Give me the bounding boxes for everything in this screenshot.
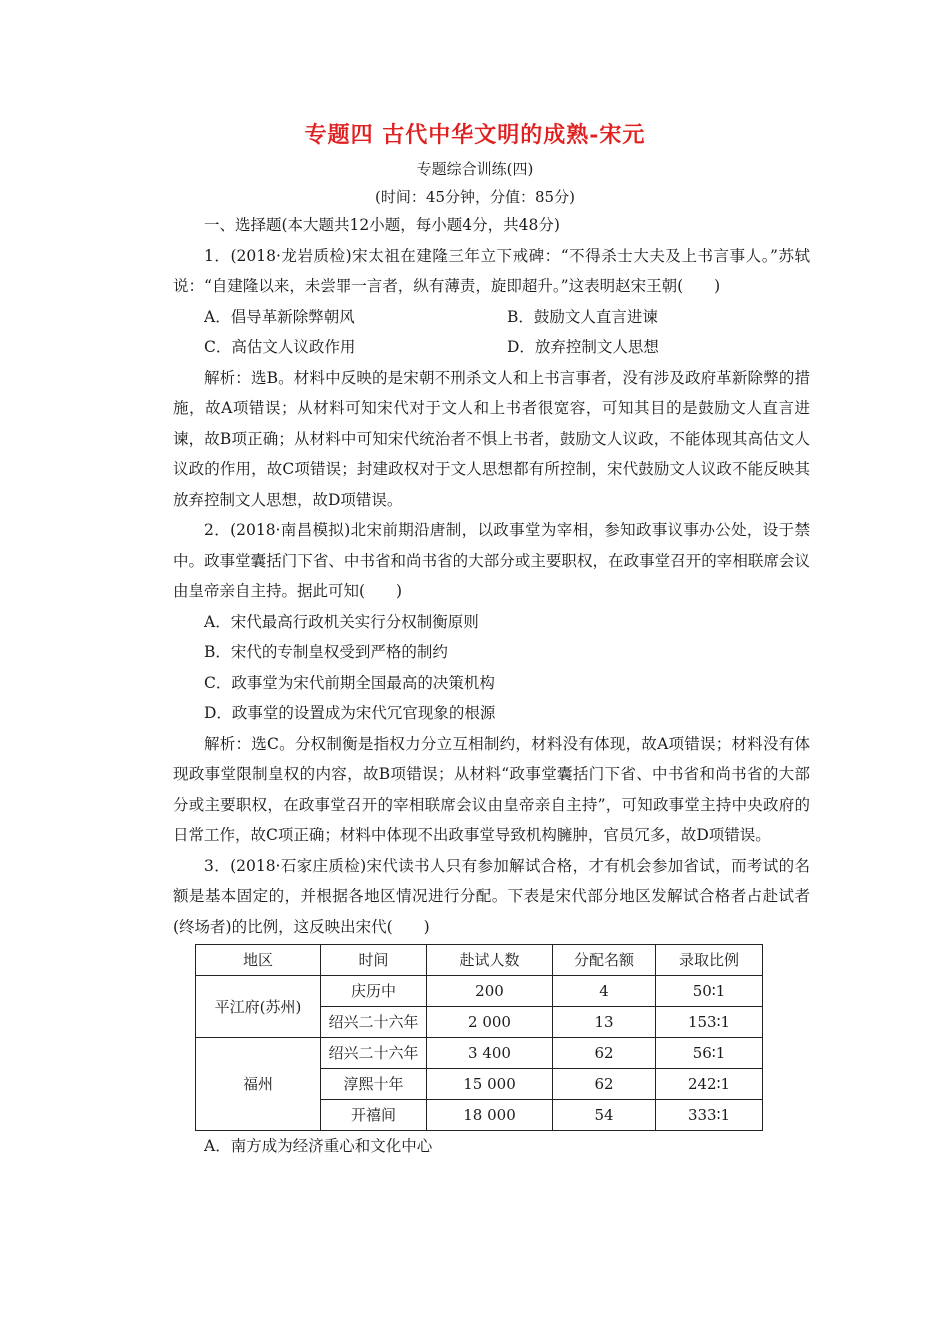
question-2-stem: 2．(2018·南昌模拟)北宋前期沿唐制，以政事堂为宰相，参知政事议事办公处，设于禁中。政事堂囊括门下省、中书省和尚书省的大部分或主要职权，在政事堂召开的宰相联席会议由皇帝亲自主持。据此可知( ): [173, 521, 810, 600]
question-1-stem: 1．(2018·龙岩质检)宋太祖在建隆三年立下戒碑：“不得杀士大夫及上书言事人。”苏轼说：“自建隆以来，未尝罪一言者，纵有薄责，旋即超升。”这表明赵宋王朝( ): [173, 246, 810, 295]
table-header-row: [196, 945, 763, 976]
table-cell: 18 000: [427, 1100, 553, 1131]
question-2-analysis: 解析：选C。分权制衡是指权力分立互相制约，材料没有体现，故A项错误；材料没有体现政事堂限制皇权的内容，故B项错误；从材料“政事堂囊括门下省、中书省和尚书省的大部分或主要职权，在政事堂召开的宰相联席会议由皇帝亲自主持”，可知政事堂主持中央政府的日常工作，故C项正确；材料中体现不出政事堂导致机构臃肿，官员冗多，故D项错误。: [173, 734, 810, 844]
table-cell: 4: [553, 976, 656, 1007]
document-body: [173, 210, 810, 1162]
question-1-option-c: C．高估文人议政作用: [204, 338, 356, 356]
table-cell: 绍兴二十六年: [321, 1007, 427, 1038]
table-cell: 50∶1: [656, 976, 763, 1007]
exam-ratio-table: [195, 944, 763, 1131]
table-cell: 153∶1: [656, 1007, 763, 1038]
document-subtitle: 专题综合训练(四): [416, 160, 534, 178]
table-cell: 2 000: [427, 1007, 553, 1038]
table-header-cell: 时间: [321, 945, 427, 976]
table-cell: 62: [553, 1038, 656, 1069]
table-header-cell: 录取比例: [656, 945, 763, 976]
question-1-option-d: D．放弃控制文人思想: [507, 338, 659, 356]
table-row: [196, 976, 763, 1007]
exam-meta: (时间：45分钟，分值：85分): [375, 188, 575, 206]
table-header-cell: 地区: [196, 945, 321, 976]
table-cell: 15 000: [427, 1069, 553, 1100]
question-1-options-cd: [173, 332, 810, 363]
table-cell: 绍兴二十六年: [321, 1038, 427, 1069]
table-region-cell: 福州: [196, 1038, 321, 1131]
question-3-stem: 3．(2018·石家庄质检)宋代读书人只有参加解试合格，才有机会参加省试，而考试的名额是基本固定的，并根据各地区情况进行分配。下表是宋代部分地区发解试合格者占赴试者(终场者)的比例，这反映出宋代( ): [173, 856, 810, 936]
question-2-option-b: B．宋代的专制皇权受到严格的制约: [204, 643, 448, 661]
table-region-cell: 平江府(苏州): [196, 976, 321, 1038]
question-3-option-a: A．南方成为经济重心和文化中心: [204, 1137, 433, 1155]
table-row: [196, 1038, 763, 1069]
table-cell: 开禧间: [321, 1100, 427, 1131]
question-2-option-d: D．政事堂的设置成为宋代冗官现象的根源: [204, 704, 496, 722]
question-1-option-a: A．倡导革新除弊朝风: [204, 307, 355, 326]
question-2-option-a: A．宋代最高行政机关实行分权制衡原则: [204, 612, 479, 631]
table-cell: 淳熙十年: [321, 1069, 427, 1100]
document-title: 专题四 古代中华文明的成熟-宋元: [304, 122, 646, 148]
question-1-options-ab: [173, 302, 810, 333]
section-heading: 一、选择题(本大题共12小题，每小题4分，共48分): [204, 216, 560, 234]
table-cell: 54: [553, 1100, 656, 1131]
question-1-analysis: 解析：选B。材料中反映的是宋朝不刑杀文人和上书言事者，没有涉及政府革新除弊的措施，故A项错误；从材料可知宋代对于文人和上书者很宽容，可知其目的是鼓励文人直言进谏，故B项正确；从材料中可知宋代统治者不惧上书者，鼓励文人议政，不能体现其高估文人议政的作用，故C项错误；封建政权对于文人思想都有所控制，宋代鼓励文人议政不能反映其放弃控制文人思想，故D项错误。: [173, 368, 810, 509]
table-cell: 242∶1: [656, 1069, 763, 1100]
table-cell: 200: [427, 976, 553, 1007]
question-2-option-c: C．政事堂为宋代前期全国最高的决策机构: [204, 673, 495, 692]
table-cell: 3 400: [427, 1038, 553, 1069]
table-cell: 62: [553, 1069, 656, 1100]
table-cell: 庆历中: [321, 976, 427, 1007]
table-header-cell: 赴试人数: [427, 945, 553, 976]
table-cell: 13: [553, 1007, 656, 1038]
table-header-cell: 分配名额: [553, 945, 656, 976]
question-1-option-b: B．鼓励文人直言进谏: [507, 307, 658, 326]
table-cell: 56∶1: [656, 1038, 763, 1069]
table-cell: 333∶1: [656, 1100, 763, 1131]
